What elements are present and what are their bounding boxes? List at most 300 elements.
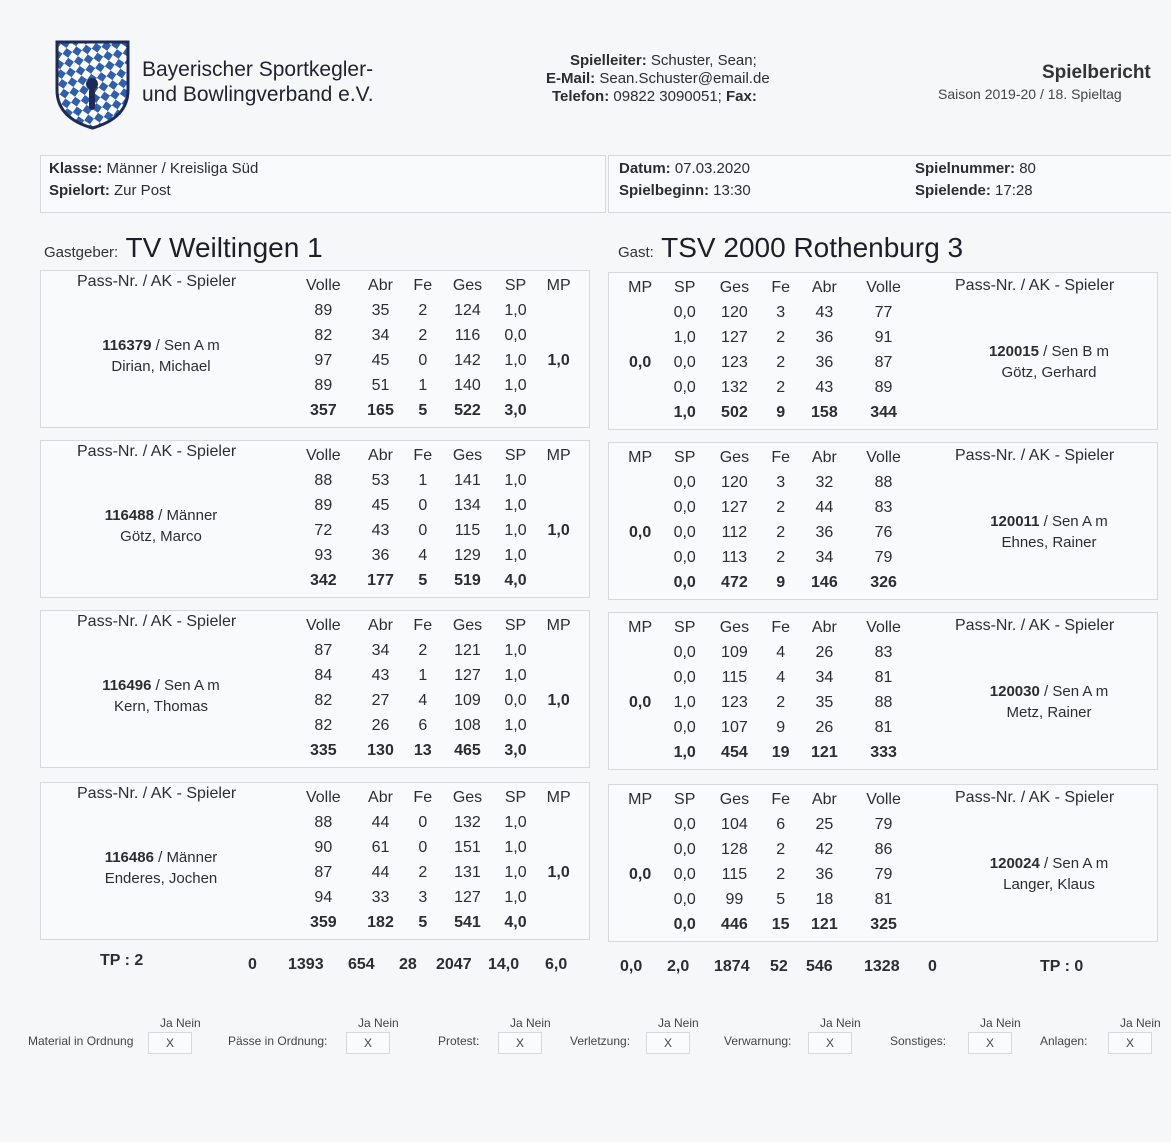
checklist-label: Verletzung: [570, 1034, 631, 1048]
sum-cell: 3,0 [504, 401, 527, 419]
score-cell: 1,0 [504, 888, 527, 906]
guest-team [618, 232, 963, 264]
phone-value: 09822 3090051; [613, 88, 722, 105]
score-cell: 43 [815, 378, 834, 396]
score-cell: 127 [454, 666, 481, 684]
score-cell: 1,0 [504, 471, 527, 489]
score-cell: 4 [776, 643, 786, 661]
col-fe: Fe [771, 448, 790, 466]
score-cell: 81 [874, 668, 893, 686]
score-cell: 141 [454, 471, 481, 489]
score-cell: 79 [874, 865, 893, 883]
score-cell: 87 [874, 353, 893, 371]
sum-cell: 357 [309, 401, 337, 419]
player-name: Götz, Marco [120, 528, 202, 545]
guest-total-abr: 546 [806, 958, 833, 975]
email-value: Sean.Schuster@email.de [599, 70, 770, 87]
score-cell: 87 [314, 863, 333, 881]
col-sp: SP [504, 788, 527, 806]
score-cell: 94 [314, 888, 333, 906]
score-cell: 0,0 [673, 668, 696, 686]
score-cell: 140 [454, 376, 481, 394]
ende-label: Spielende: [915, 182, 991, 199]
checkbox-nein[interactable]: X [808, 1032, 852, 1054]
score-cell: 128 [721, 840, 748, 858]
score-cell: 2 [418, 863, 428, 881]
score-cell: 104 [721, 815, 748, 833]
score-cell: 0,0 [673, 353, 696, 371]
pass-number: 120015 [988, 343, 1039, 360]
org-line-2: und Bowlingverband e.V. [142, 83, 374, 106]
home-total-sp: 14,0 [488, 956, 520, 973]
col-abr: Abr [811, 618, 837, 636]
score-cell: 2 [418, 326, 428, 344]
checkbox-nein[interactable]: X [1108, 1032, 1152, 1054]
score-cell: 2 [776, 353, 786, 371]
pass-header: Pass-Nr. / AK - Spieler [955, 789, 1115, 806]
home-mp: 1,0 [547, 351, 570, 369]
col-sp: SP [504, 276, 527, 294]
score-cell: 0,0 [673, 890, 696, 908]
col-sp: SP [674, 278, 696, 296]
klasse-label: Klasse: [49, 160, 103, 177]
score-cell: 36 [815, 328, 834, 346]
score-cell: 86 [874, 840, 893, 858]
table-row [291, 860, 581, 885]
col-volle: Volle [866, 278, 901, 296]
sum-cell: 1,0 [673, 743, 696, 761]
sum-cell: 5 [418, 913, 428, 931]
score-cell: 88 [874, 473, 893, 491]
guest-mp: 0,0 [629, 865, 652, 883]
score-cell: 1,0 [504, 546, 527, 564]
col-mp: MP [546, 616, 571, 634]
score-cell: 2 [418, 641, 428, 659]
home-mp: 1,0 [547, 691, 570, 709]
datum-label: Datum: [619, 160, 671, 177]
score-cell: 2 [776, 693, 786, 711]
player-name: Kern, Thomas [114, 698, 208, 715]
score-cell: 82 [314, 691, 333, 709]
guest-total-sp: 2,0 [667, 958, 690, 975]
table-row [291, 835, 581, 860]
guest-prefix: Gast: [618, 244, 654, 261]
pass-header: Pass-Nr. / AK - Spieler [77, 273, 237, 290]
score-cell: 123 [721, 353, 748, 371]
guest-mp: 0,0 [629, 353, 652, 371]
score-cell: 33 [371, 888, 390, 906]
score-cell: 89 [314, 496, 333, 514]
age-class: Sen A m [163, 677, 220, 694]
col-abr: Abr [368, 276, 393, 294]
score-cell: 1 [418, 666, 428, 684]
score-cell: 87 [314, 641, 333, 659]
player-name: Langer, Klaus [1003, 876, 1095, 893]
col-ges: Ges [452, 276, 483, 294]
beginn-label: Spielbeginn: [619, 182, 709, 199]
table-row [617, 837, 917, 862]
klasse-value: Männer / Kreisliga Süd [106, 160, 259, 177]
checkbox-nein[interactable]: X [968, 1032, 1012, 1054]
score-cell: 1,0 [504, 496, 527, 514]
score-cell: 25 [815, 815, 834, 833]
spielort-value: Zur Post [114, 182, 171, 199]
score-cell: 115 [721, 668, 748, 686]
sum-cell: 502 [721, 403, 748, 421]
sum-cell: 5 [418, 571, 428, 589]
score-cell: 2 [776, 523, 786, 541]
sum-cell: 359 [309, 913, 337, 931]
home-mp: 1,0 [547, 521, 570, 539]
guest-total-volle: 1328 [864, 958, 900, 975]
table-row [617, 495, 917, 520]
age-class: Sen A m [1051, 513, 1108, 530]
sum-cell: 121 [811, 743, 838, 761]
score-cell: 1,0 [504, 838, 527, 856]
sum-cell: 344 [870, 403, 897, 421]
guest-zero: 0 [928, 958, 937, 975]
score-cell: 44 [815, 498, 834, 516]
score-cell: 79 [874, 548, 893, 566]
org-line-1: Bayerischer Sportkegler- [142, 58, 374, 81]
score-cell: 6 [418, 716, 428, 734]
pass-number: 116486 [104, 849, 154, 866]
score-cell: 2 [776, 548, 786, 566]
score-cell: 72 [314, 521, 333, 539]
score-cell: 36 [815, 865, 834, 883]
guest-score-table [617, 615, 917, 765]
score-cell: 115 [454, 521, 481, 539]
col-mp: MP [628, 790, 653, 808]
spielort-label: Spielort: [49, 182, 110, 199]
score-cell: 129 [454, 546, 481, 564]
home-player: 116486 / Männer Enderes, Jochen [61, 847, 261, 889]
home-zero: 0 [248, 956, 257, 973]
guest-mp: 0,0 [629, 693, 652, 711]
score-cell: 83 [874, 643, 893, 661]
score-cell: 81 [874, 890, 893, 908]
ja-nein-header: Ja Nein [160, 1016, 201, 1030]
table-row [617, 690, 917, 715]
sum-row [617, 912, 917, 937]
score-cell: 26 [371, 716, 390, 734]
table-row [291, 688, 581, 713]
score-cell: 1,0 [673, 328, 696, 346]
home-player: 116496 / Sen A m Kern, Thomas [61, 675, 261, 717]
score-cell: 36 [815, 353, 834, 371]
sum-cell: 13 [413, 741, 432, 759]
age-class: Männer [166, 507, 218, 524]
score-cell: 109 [454, 691, 481, 709]
home-total-abr: 654 [348, 956, 375, 973]
class-location-box [40, 155, 606, 213]
score-cell: 44 [371, 813, 390, 831]
score-cell: 44 [371, 863, 390, 881]
score-cell: 43 [371, 521, 390, 539]
sum-cell: 1,0 [673, 403, 696, 421]
score-cell: 0,0 [673, 865, 696, 883]
table-row [291, 373, 581, 398]
score-cell: 0 [418, 496, 428, 514]
score-cell: 88 [874, 693, 893, 711]
season-info: Saison 2019-20 / 18. Spieltag [938, 86, 1122, 102]
guest-total-ges: 1874 [714, 958, 750, 975]
pass-number: 120024 [989, 855, 1040, 872]
score-cell: 18 [815, 890, 834, 908]
table-row [291, 348, 581, 373]
score-cell: 88 [314, 471, 333, 489]
score-cell: 45 [371, 351, 390, 369]
guest-tp: TP : 0 [1040, 958, 1084, 975]
score-cell: 79 [874, 815, 893, 833]
phone-label: Telefon: [552, 88, 610, 105]
footer-checklist [28, 1014, 1168, 1064]
score-cell: 3 [418, 888, 428, 906]
score-cell: 0,0 [673, 498, 696, 516]
col-mp: MP [546, 446, 571, 464]
home-mp: 1,0 [547, 863, 570, 881]
home-team [44, 232, 323, 264]
score-cell: 82 [314, 716, 333, 734]
col-ges: Ges [719, 278, 750, 296]
score-cell: 83 [874, 498, 893, 516]
score-cell: 0,0 [673, 548, 696, 566]
table-row [291, 518, 581, 543]
table-row [617, 520, 917, 545]
report-heading [938, 62, 1171, 102]
pass-number: 120011 [990, 513, 1040, 530]
age-class: Sen B m [1051, 343, 1110, 360]
score-cell: 34 [371, 641, 390, 659]
score-cell: 4 [776, 668, 786, 686]
score-cell: 36 [371, 546, 390, 564]
sum-cell: 335 [309, 741, 337, 759]
score-cell: 3 [776, 303, 786, 321]
score-cell: 127 [454, 888, 481, 906]
sum-cell: 19 [771, 743, 790, 761]
score-cell: 35 [371, 301, 390, 319]
guest-player-block [608, 784, 1158, 942]
score-cell: 36 [815, 523, 834, 541]
home-prefix: Gastgeber: [44, 244, 119, 261]
checkbox-nein[interactable]: X [346, 1032, 390, 1054]
score-cell: 131 [454, 863, 481, 881]
table-row [291, 810, 581, 835]
table-row [291, 468, 581, 493]
sum-cell: 342 [309, 571, 337, 589]
score-cell: 121 [454, 641, 481, 659]
col-sp: SP [674, 790, 696, 808]
sum-cell: 130 [367, 741, 394, 759]
sum-cell: 0,0 [673, 573, 696, 591]
sum-row [617, 740, 917, 765]
score-cell: 2 [776, 328, 786, 346]
table-row [291, 323, 581, 348]
home-tp: TP : 2 [100, 952, 144, 969]
score-cell: 0,0 [504, 326, 527, 344]
home-total-mp: 6,0 [545, 956, 568, 973]
score-cell: 91 [874, 328, 893, 346]
checkbox-nein[interactable]: X [148, 1032, 192, 1054]
contact-block [532, 52, 770, 106]
score-cell: 2 [776, 378, 786, 396]
checklist-label: Verwarnung: [724, 1034, 792, 1048]
home-player-block [40, 782, 590, 940]
score-cell: 1,0 [504, 666, 527, 684]
score-cell: 1,0 [504, 301, 527, 319]
table-row [617, 812, 917, 837]
col-mp: MP [628, 448, 653, 466]
sum-row [291, 398, 581, 423]
score-cell: 1 [418, 471, 428, 489]
score-cell: 1,0 [504, 716, 527, 734]
col-volle: Volle [305, 446, 341, 464]
score-cell: 2 [776, 498, 786, 516]
score-cell: 6 [776, 815, 786, 833]
score-cell: 1,0 [504, 521, 527, 539]
score-cell: 151 [454, 838, 481, 856]
sum-cell: 4,0 [504, 571, 527, 589]
checkbox-nein[interactable]: X [646, 1032, 690, 1054]
score-cell: 82 [314, 326, 333, 344]
checkbox-nein[interactable]: X [498, 1032, 542, 1054]
col-fe: Fe [771, 278, 790, 296]
sum-cell: 454 [721, 743, 748, 761]
sum-cell: 158 [811, 403, 838, 421]
score-cell: 1,0 [504, 813, 527, 831]
home-total-volle: 1393 [288, 956, 324, 973]
score-cell: 81 [874, 718, 893, 736]
score-cell: 2 [776, 840, 786, 858]
checklist-label: Anlagen: [1040, 1034, 1088, 1048]
col-volle: Volle [305, 616, 341, 634]
score-cell: 97 [314, 351, 333, 369]
col-mp: MP [546, 788, 571, 806]
bkbv-logo [55, 40, 130, 130]
player-name: Enderes, Jochen [104, 870, 218, 887]
guest-team-name: TSV 2000 Rothenburg 3 [661, 232, 964, 263]
report-title: Spielbericht [1042, 62, 1151, 83]
player-name: Götz, Gerhard [1001, 364, 1097, 381]
table-row [291, 885, 581, 910]
col-fe: Fe [771, 790, 790, 808]
score-cell: 4 [418, 546, 428, 564]
ja-nein-header: Ja Nein [510, 1016, 551, 1030]
sum-cell: 522 [454, 401, 481, 419]
sum-cell: 146 [811, 573, 838, 591]
score-cell: 90 [314, 838, 333, 856]
home-player: 116379 / Sen A m Dirian, Michael [61, 335, 261, 377]
guest-score-table [617, 787, 917, 937]
col-abr: Abr [368, 788, 393, 806]
guest-player-block [608, 442, 1158, 600]
sum-cell: 15 [771, 915, 790, 933]
score-cell: 93 [314, 546, 333, 564]
col-sp: SP [504, 446, 527, 464]
player-name: Ehnes, Rainer [1001, 534, 1097, 551]
col-ges: Ges [452, 446, 483, 464]
guest-player: 120024 / Sen A m Langer, Klaus [949, 853, 1149, 895]
score-cell: 2 [776, 865, 786, 883]
sum-row [617, 400, 917, 425]
sum-cell: 446 [721, 915, 748, 933]
score-cell: 0 [418, 838, 428, 856]
sum-row [291, 568, 581, 593]
pass-header: Pass-Nr. / AK - Spieler [955, 447, 1115, 464]
sum-cell: 325 [870, 915, 897, 933]
leiter-value: Schuster, Sean; [650, 52, 757, 69]
score-cell: 89 [874, 378, 893, 396]
score-cell: 109 [721, 643, 748, 661]
nummer-label: Spielnummer: [915, 160, 1016, 177]
table-row [617, 640, 917, 665]
score-cell: 0,0 [673, 473, 696, 491]
col-sp: SP [674, 448, 696, 466]
beginn-value: 13:30 [713, 182, 751, 199]
col-mp: MP [546, 276, 571, 294]
score-cell: 123 [721, 693, 748, 711]
player-name: Metz, Rainer [1006, 704, 1092, 721]
col-sp: SP [674, 618, 696, 636]
score-cell: 1,0 [504, 376, 527, 394]
col-volle: Volle [866, 790, 901, 808]
score-cell: 1,0 [504, 641, 527, 659]
pass-number: 116379 [102, 337, 152, 354]
checklist-label: Material in Ordnung [28, 1034, 134, 1048]
sum-cell: 9 [776, 573, 786, 591]
home-score-table [291, 273, 581, 423]
score-cell: 89 [314, 376, 333, 394]
organization-name [142, 57, 374, 107]
col-abr: Abr [811, 448, 837, 466]
score-cell: 1,0 [673, 693, 696, 711]
sum-cell: 5 [418, 401, 428, 419]
score-cell: 0 [418, 521, 428, 539]
home-score-table [291, 785, 581, 935]
col-abr: Abr [811, 278, 837, 296]
table-row [617, 862, 917, 887]
player-name: Dirian, Michael [111, 358, 211, 375]
score-cell: 116 [454, 326, 481, 344]
sum-cell: 3,0 [504, 741, 527, 759]
score-cell: 88 [314, 813, 333, 831]
score-cell: 127 [721, 498, 748, 516]
score-cell: 34 [815, 548, 834, 566]
score-cell: 34 [371, 326, 390, 344]
home-player-block [40, 610, 590, 768]
home-team-name: TV Weiltingen 1 [125, 232, 323, 263]
date-time-box [608, 155, 1171, 213]
table-row [291, 663, 581, 688]
age-class: Sen A m [163, 337, 220, 354]
table-row [291, 713, 581, 738]
score-cell: 0,0 [673, 378, 696, 396]
sum-row [617, 570, 917, 595]
guest-player-block [608, 612, 1158, 770]
leiter-label: Spielleiter: [570, 52, 647, 69]
pass-number: 116496 [102, 677, 152, 694]
score-cell: 0 [418, 813, 428, 831]
score-cell: 42 [815, 840, 834, 858]
sum-cell: 519 [454, 571, 481, 589]
col-fe: Fe [413, 788, 433, 806]
table-row [617, 325, 917, 350]
sum-cell: 472 [721, 573, 748, 591]
sum-cell: 121 [811, 915, 838, 933]
col-ges: Ges [719, 618, 750, 636]
nummer-value: 80 [1019, 160, 1036, 177]
home-total-fe: 28 [399, 956, 417, 973]
